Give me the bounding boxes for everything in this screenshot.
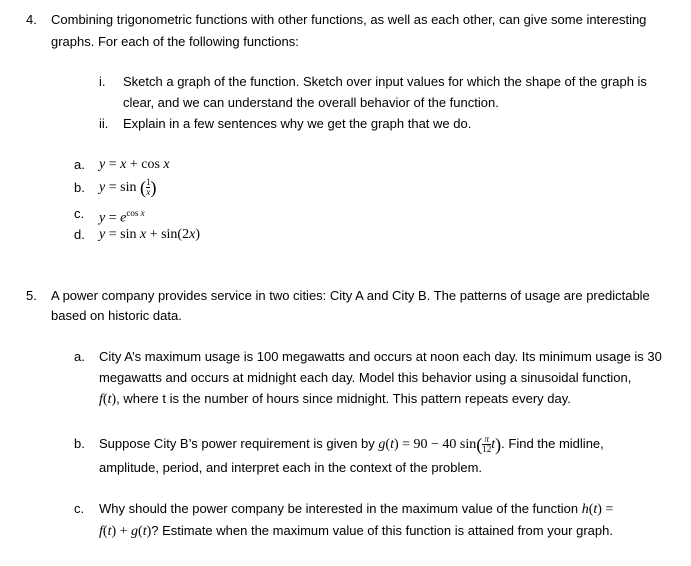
part-a-function: f(t) bbox=[99, 392, 117, 407]
question-5-text-line1: A power company provides service in two cities: City A and City B. The patterns of usage are predictable bbox=[51, 288, 650, 303]
part-a-line3-text: , where t is the number of hours since midnight. This pattern repeats every day. bbox=[116, 391, 571, 406]
part-c-line2 bbox=[99, 520, 613, 541]
part-c-function-h: h(t) = bbox=[581, 502, 614, 517]
part-b-line1-end: . Find the midline, bbox=[501, 436, 604, 451]
part-a-line2: megawatts and occurs at midnight each day. Model this behavior using a sinusoidal function, bbox=[99, 370, 632, 385]
part-a-line1: City A’s maximum usage is 100 megawatts and occurs at noon each day. Its minimum usage is 30 bbox=[99, 349, 662, 364]
question-5-text-line2: based on historic data. bbox=[51, 308, 182, 323]
part-c-line1-text: Why should the power company be interested in the maximum value of the function bbox=[99, 501, 582, 516]
instruction-i-marker: i. bbox=[99, 74, 106, 89]
question-5-number: 5. bbox=[26, 288, 37, 303]
part-c-sum: f(t) + g(t) bbox=[99, 524, 152, 539]
part-b-line1 bbox=[99, 433, 604, 454]
part-a-line3 bbox=[99, 388, 571, 409]
part-c-line2-text: ? Estimate when the maximum value of this function is attained from your graph. bbox=[151, 523, 613, 538]
instruction-ii-marker: ii. bbox=[99, 116, 109, 131]
part-c-marker: c. bbox=[74, 501, 85, 516]
function-b-marker: b. bbox=[74, 180, 85, 195]
function-b-expression: y = sin ( $\frac{1}{x}$ ) bbox=[99, 177, 157, 198]
part-a-marker: a. bbox=[74, 349, 85, 364]
part-c-line1 bbox=[99, 498, 613, 519]
part-b-line1-text: Suppose City B’s power requirement is given by bbox=[99, 436, 379, 451]
function-c-marker: c. bbox=[74, 206, 85, 221]
instruction-i-line2: clear, and we can understand the overall behavior of the function. bbox=[123, 95, 499, 110]
function-d-expression: y = sin x + sin(2x) bbox=[99, 227, 200, 242]
function-a-expression: y = x + cos x bbox=[99, 157, 170, 172]
function-c-expression: $y = e^{cos x}$ bbox=[99, 208, 145, 226]
function-a-marker: a. bbox=[74, 157, 85, 172]
instruction-ii-line1: Explain in a few sentences why we get the graph that we do. bbox=[123, 116, 472, 131]
part-b-equation: g(t) = 90 − 40 sin( $\frac{\pi}{12}$ t) bbox=[378, 434, 502, 455]
function-d-marker: d. bbox=[74, 227, 85, 242]
question-4-text-line1: Combining trigonometric functions with other functions, as well as each other, can give some interesting bbox=[51, 12, 647, 27]
question-4-number: 4. bbox=[26, 12, 37, 27]
part-b-line2: amplitude, period, and interpret each in the context of the problem. bbox=[99, 460, 483, 475]
instruction-i-line1: Sketch a graph of the function. Sketch over input values for which the shape of the graph is bbox=[123, 74, 647, 89]
part-b-marker: b. bbox=[74, 436, 85, 451]
question-4-text-line2: graphs. For each of the following functions: bbox=[51, 34, 299, 49]
